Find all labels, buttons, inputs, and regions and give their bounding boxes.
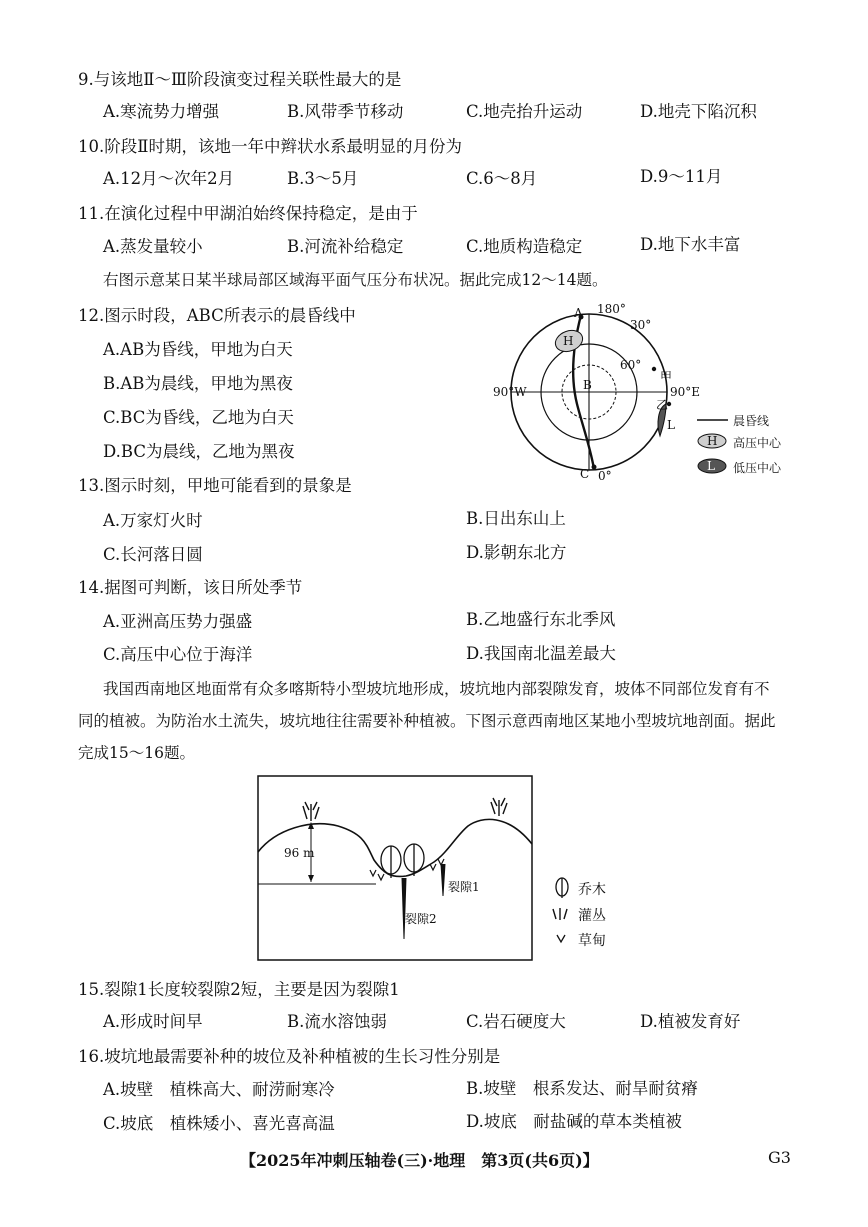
q15-option-a[interactable]: A.形成时间早: [103, 1012, 203, 1031]
legend-grass-symbol: [557, 935, 565, 942]
q16-option-a[interactable]: A.坡壁 植株高大、耐涝耐寒冷: [103, 1080, 335, 1099]
q16-option-b[interactable]: B.坡壁 根系发达、耐旱耐贫瘠: [466, 1079, 698, 1098]
q10-option-b[interactable]: B.3～5月: [287, 169, 359, 188]
label-180: 180°: [597, 302, 626, 316]
label-l: L: [667, 418, 675, 432]
label-yi: 乙: [656, 398, 669, 412]
question-16-stem: 16.坡坑地最需要补种的坡位及补种植被的生长习性分别是: [78, 1047, 501, 1066]
karst-profile-figure: [256, 774, 616, 964]
q13-option-b[interactable]: B.日出东山上: [466, 509, 566, 528]
label-h: H: [563, 334, 574, 348]
question-13-stem: 13.图示时刻，甲地可能看到的景象是: [78, 476, 352, 495]
q10-option-c[interactable]: C.6～8月: [466, 169, 538, 188]
q16-option-d[interactable]: D.坡底 耐盐碱的草本类植被: [466, 1112, 682, 1131]
legend-shrub-label: 灌丛: [578, 908, 606, 924]
q15-option-d[interactable]: D.植被发育好: [640, 1012, 741, 1031]
label-c: C: [580, 467, 590, 481]
label-90w: 90°W: [493, 385, 527, 399]
legend-tree-symbol: [556, 878, 568, 898]
tree-1: [381, 846, 401, 878]
legend-high-label: 高压中心: [733, 436, 782, 450]
legend-shrub-symbol: [553, 908, 567, 920]
q14-option-b[interactable]: B.乙地盛行东北季风: [466, 610, 616, 629]
legend-tree-label: 乔木: [578, 882, 606, 898]
q13-option-d[interactable]: D.影朝东北方: [466, 543, 567, 562]
q14-option-a[interactable]: A.亚洲高压势力强盛: [103, 612, 253, 631]
footer-text: 【2025年冲刺压轴卷(三)·地理 第3页(共6页)】: [240, 1151, 599, 1170]
q10-option-d[interactable]: D.9～11月: [640, 167, 723, 186]
q15-option-c[interactable]: C.岩石硬度大: [466, 1012, 566, 1031]
shrub-left: [303, 802, 319, 821]
q10-option-a[interactable]: A.12月～次年2月: [103, 169, 235, 188]
legend-grass-label: 草甸: [578, 933, 606, 949]
legend-low-l: L: [707, 459, 715, 473]
q12-option-d[interactable]: D.BC为晨线，乙地为黑夜: [103, 442, 295, 461]
q14-option-c[interactable]: C.高压中心位于海洋: [103, 645, 253, 664]
q12-option-a[interactable]: A.AB为昏线，甲地为白天: [103, 340, 293, 359]
q13-option-a[interactable]: A.万家灯火时: [103, 511, 203, 530]
point-jia: [652, 367, 656, 371]
q9-option-a[interactable]: A.寒流势力增强: [103, 102, 220, 121]
q14-option-d[interactable]: D.我国南北温差最大: [466, 644, 616, 663]
q13-option-c[interactable]: C.长河落日圆: [103, 545, 203, 564]
question-9-stem: 9.与该地Ⅱ～Ⅲ阶段演变过程关联性最大的是: [78, 70, 402, 89]
label-jia: 甲: [660, 370, 673, 384]
label-30: 30°: [630, 318, 652, 332]
q9-option-b[interactable]: B.风带季节移动: [287, 102, 404, 121]
label-60: 60°: [620, 358, 642, 372]
q12-option-b[interactable]: B.AB为晨线，甲地为黑夜: [103, 374, 293, 393]
crack-2-label: 裂隙2: [405, 912, 437, 926]
q11-option-a[interactable]: A.蒸发量较小: [103, 237, 203, 256]
q12-option-c[interactable]: C.BC为昏线，乙地为白天: [103, 408, 294, 427]
q15-option-b[interactable]: B.流水溶蚀弱: [287, 1012, 387, 1031]
question-12-stem: 12.图示时段，ABC所表示的晨昏线中: [78, 306, 356, 325]
label-b: B: [583, 378, 592, 392]
q9-option-d[interactable]: D.地壳下陷沉积: [640, 102, 757, 121]
crack-1: [441, 864, 445, 896]
question-10-stem: 10.阶段Ⅱ时期，该地一年中辫状水系最明显的月份为: [78, 137, 462, 156]
legend-terminator-label: 晨昏线: [733, 414, 770, 428]
q9-option-c[interactable]: C.地壳抬升运动: [466, 102, 583, 121]
q16-option-c[interactable]: C.坡底 植株矮小、喜光喜高温: [103, 1114, 335, 1133]
intro-12-14: 右图示意某日某半球局部区域海平面气压分布状况。据此完成12～14题。: [103, 271, 608, 289]
shrub-right: [491, 798, 507, 816]
height-label: 96 m: [284, 846, 315, 860]
tree-2: [404, 844, 424, 876]
question-14-stem: 14.据图可判断，该日所处季节: [78, 578, 303, 597]
question-15-stem: 15.裂隙1长度较裂隙2短，主要是因为裂隙1: [78, 980, 400, 999]
legend-low-label: 低压中心: [733, 461, 782, 475]
crack-1-label: 裂隙1: [448, 880, 480, 894]
crack-2: [402, 878, 406, 939]
q11-option-b[interactable]: B.河流补给稳定: [287, 237, 404, 256]
intro-15-16: 我国西南地区地面常有众多喀斯特小型坡坑地形成，坡坑地内部裂隙发育，坡体不同部位发育有不同的植被。为防治水土流失，坡坑地往往需要补种植被。下图示意西南地区某地小型坡坑地剖面。据此完成15～16题。: [78, 680, 776, 762]
footer-code: G3: [768, 1148, 791, 1167]
q11-option-c[interactable]: C.地质构造稳定: [466, 237, 583, 256]
q11-option-d[interactable]: D.地下水丰富: [640, 235, 741, 254]
legend-high-h: H: [707, 434, 718, 448]
question-11-stem: 11.在演化过程中甲湖泊始终保持稳定，是由于: [78, 204, 418, 223]
label-a: A: [574, 306, 583, 320]
label-0: 0°: [598, 469, 612, 483]
label-90e: 90°E: [670, 385, 701, 399]
